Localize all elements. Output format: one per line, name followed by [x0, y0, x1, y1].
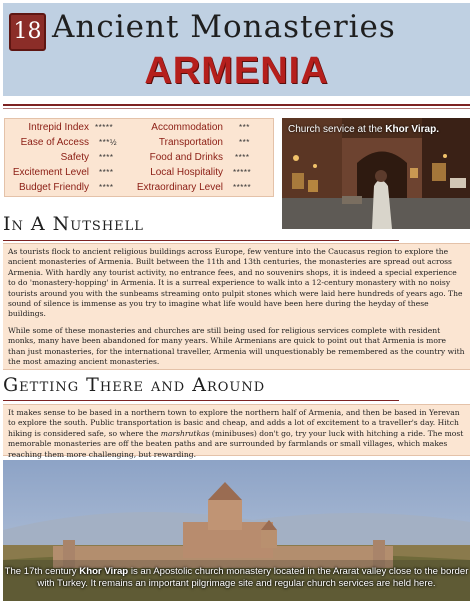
caption-place-name: Khor Virap. [385, 124, 439, 135]
section-divider [3, 240, 399, 241]
rating-stars: ***** [233, 168, 252, 177]
chapter-header [3, 3, 470, 96]
khor-virap-photo [3, 460, 470, 601]
rating-stars: **** [99, 168, 114, 177]
nutshell-text-box [3, 243, 470, 370]
chapter-title: Ancient Monasteries [52, 9, 396, 45]
section-divider [3, 400, 399, 401]
rating-row [5, 152, 273, 167]
getting-there-paragraph: It makes sense to be based in a northern town to explore the northern half of Armenia, and then be based in Yerevan to explore the south. Public transportation is basic and cheap, and adds a lot of excitement to a traveller's day. Hitch hiking is considered safe, so where the marshrutkas (minibuses) don't go, try your luck with hitching a ride. The most memorable monasteries are off the beaten paths and are surrounded by farmlands or small villages, which makes reaching them more challenging, but rewarding. [8, 408, 464, 459]
rating-label: Food and Drinks [149, 152, 223, 163]
rating-label: Ease of Access [20, 137, 89, 148]
chapter-number-badge: 18 [9, 13, 46, 51]
rating-row [5, 167, 273, 182]
church-service-photo [282, 118, 470, 229]
nutshell-paragraph: As tourists flock to ancient religious buildings across Europe, few venture into the Caucasus region to explore the ancient monasteries of Armenia. Built between the 11th and 13th centuries, the monasteries are spread out across Armenia. With hardly any tourist activity, no entrance fees, and no souvenirs shops, it is indeed a special experience to do 'monastery-hopping' in Armenia. It is a surreal experience to walk into a 12-century monastery with no noisy tourists around you with the sunbeams streaming onto pulpit stones which were laid here hundreds of years ago. The sound of silence is immense as you try to imagine what life would have been here during the heyday of these buildings. [8, 247, 463, 319]
caption-text: Church service at the [288, 124, 386, 135]
nutshell-heading: In A Nutshell [3, 213, 144, 235]
rating-label: Budget Friendly [18, 182, 89, 193]
rating-stars: **** [99, 153, 114, 162]
rating-label: Accommodation [151, 122, 223, 133]
header-divider [3, 104, 470, 106]
rating-row [5, 122, 273, 137]
rating-label: Transportation [158, 137, 223, 148]
rating-label: Intrepid Index [28, 122, 89, 133]
getting-there-text-box [3, 404, 470, 459]
rating-label: Local Hospitality [150, 167, 223, 178]
ratings-panel [4, 118, 274, 197]
rating-label: Excitement Level [12, 167, 89, 178]
getting-there-heading: Getting There and Around [3, 374, 266, 396]
rating-stars: *** [239, 123, 250, 132]
rating-stars: **** [235, 153, 250, 162]
rating-row [5, 182, 273, 197]
photo-caption: The 17th century Khor Virap is an Apostolic church monastery located in the Ararat valley close to the border with Turkey. It remains an important pilgrimage site and regular church services are held here. [4, 566, 469, 589]
rating-label: Extraordinary Level [136, 182, 223, 193]
caption-place-name: Khor Virap [79, 566, 129, 577]
rating-stars: ***** [95, 123, 114, 132]
rating-stars: ***½ [99, 138, 118, 147]
header-divider-thin [3, 108, 470, 109]
photo-caption [288, 124, 439, 135]
rating-stars: ***** [233, 183, 252, 192]
nutshell-paragraph: While some of these monasteries and churches are still being used for religious services complete with resident monks, many have been abandoned for many years. While Armenians are quick to point out that Armenia is more than just monasteries, for the international traveller, Armenia will unquestionably be remembered as the country with the most amazing ancient monasteries. [8, 325, 465, 367]
rating-stars: *** [239, 138, 250, 147]
rating-row [5, 137, 273, 152]
chapter-subtitle: ARMENIA [144, 50, 329, 92]
rating-label: Safety [60, 152, 89, 163]
rating-stars: **** [99, 183, 114, 192]
